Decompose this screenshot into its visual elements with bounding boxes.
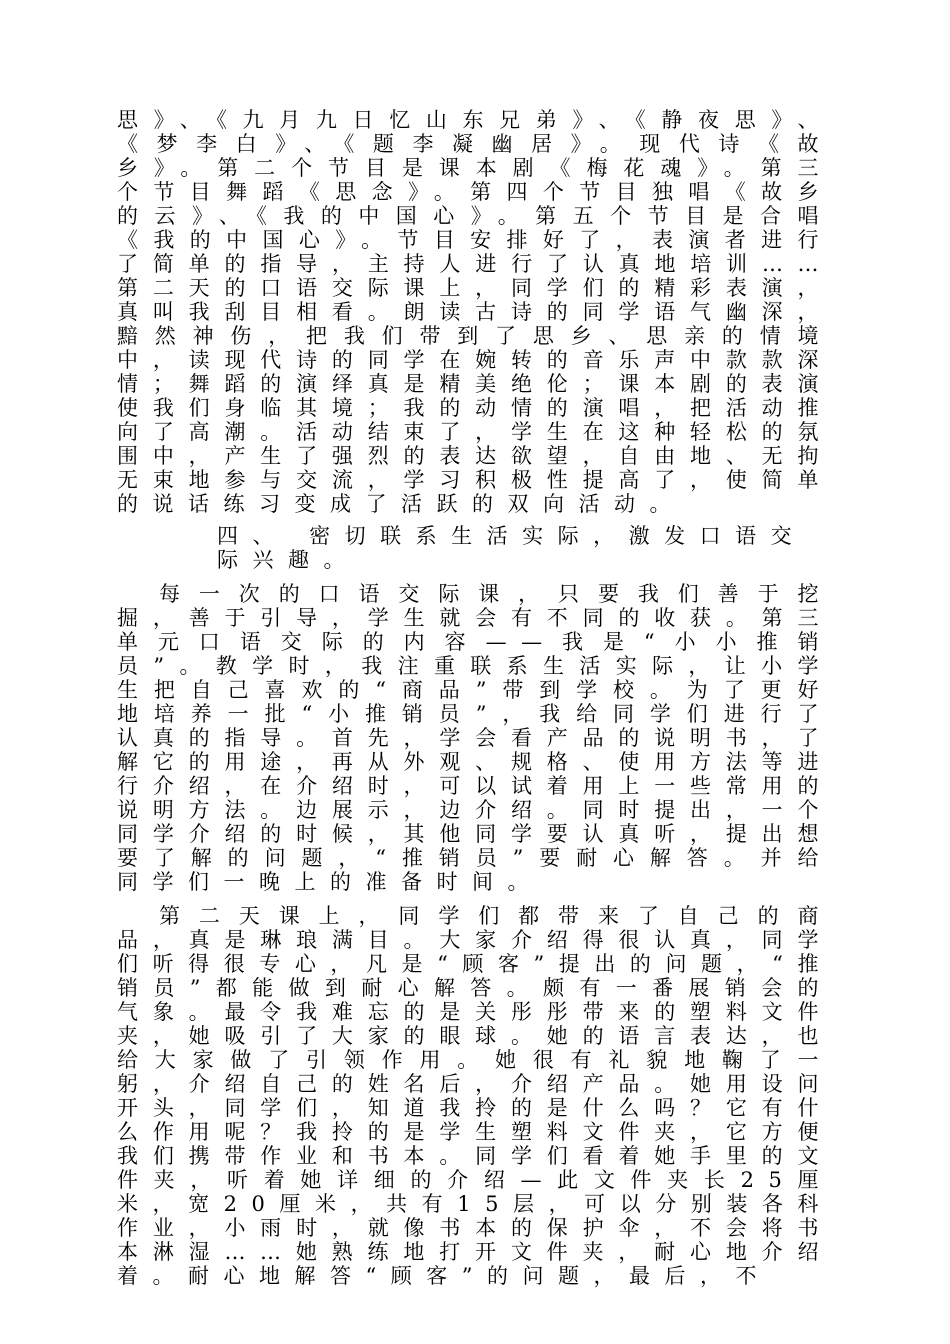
paragraph-2: 每一次的口语交际课，只要我们善于挖掘，善于引导，学生就会有不同的收获。第三单元口语交际的内容——我是“小小推销员”。教学时，我注重联系生活实际，让小学生把自己喜欢的“商品”带到学校。为了更好地培养一批“小推销员”，我给同学们进行了认真的指导。首先，学会看产品的说明书，了解它的用途，再从外观、规格、使用方法等进行介绍，在介绍时，可以试着用上一些常用的说明方法。边展示，边介绍。同时提出，一个同学介绍的时候，其他同学要认真听，提出想要了解的问题，“推销员”要耐心解答。并给同学们一晚上的准备时间。 <box>117 582 833 894</box>
document-body <box>117 108 833 1288</box>
paragraph-1: 思》、《九月九日忆山东兄弟》、《静夜思》、《梦李白》、《题李凝幽居》。现代诗《故乡》。第二个节目是课本剧《梅花魂》。第三个节目舞蹈《思念》。第四个节目独唱《故乡的云》、《我的中国心》。第五个节目是合唱《我的中国心》。节目安排好了，表演者进行了简单的指导，主持人进行了认真地培训……第二天的口语交际课上，同学们的精彩表演，真叫我刮目相看。朗读古诗的同学语气幽深，黯然神伤，把我们带到了思乡、思亲的情境中，读现代诗的同学在婉转的音乐声中款款深情；舞蹈的演绎真是精美绝伦；课本剧的表演使我们身临其境；我的动情的演唱，把活动推向了高潮。活动结束了，学生在这种轻松的氛围中，产生了强烈的表达欲望，自由地、无拘无束地参与交流，学习积极性提高了，使简单的说话练习变成了活跃的双向活动。 <box>117 108 833 516</box>
paragraph-3: 第二天课上，同学们都带来了自己的商品，真是琳琅满目。大家介绍得很认真，同学们听得很专心，凡是“顾客”提出的问题，“推销员”都能做到耐心解答。颇有一番展销会的气象。最令我难忘的是关彤彤带来的塑料文件夹，她吸引了大家的眼球。她的语言表达，也给大家做了引领作用。她很有礼貌地鞠了一躬，介绍自己的姓名后，介绍产品。她用设问开头，同学们，知道我拎的是什么吗？它有什么作用呢？我拎的是学生塑料文件夹，它方便我们携带作业和书本。同学们看着她手里的文件夹，听着她详细的介绍—此文件夹长25厘米，宽20厘米，共有15层，可以分别装各科作业，小雨时，就像书本的保护伞，不会将书本淋湿……她熟练地打开文件夹，耐心地介绍着。耐心地解答“顾客”的问题，最后，不 <box>117 904 833 1288</box>
section-heading: 四、 密切联系生活实际，激发口语交际兴趣。 <box>217 524 807 572</box>
